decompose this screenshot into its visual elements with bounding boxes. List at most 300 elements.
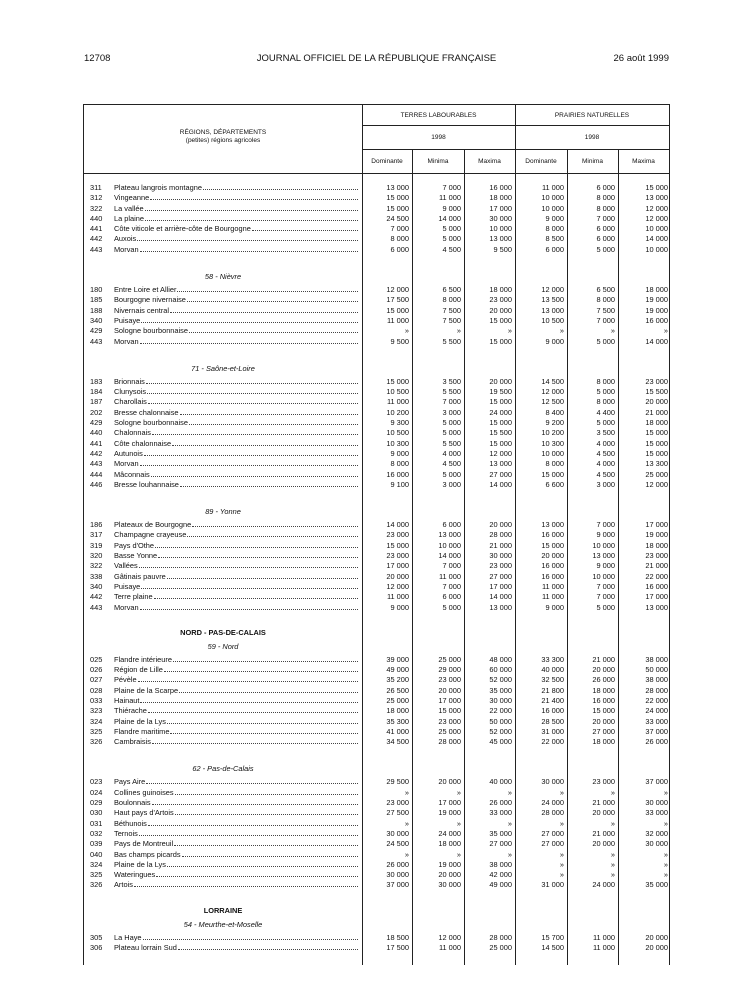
tl-minima-value: 11 000 — [438, 193, 461, 203]
pn-maxima-value: 20 000 — [645, 943, 668, 953]
region-title: LORRAINE — [203, 905, 243, 915]
region-name-cell — [114, 943, 362, 953]
tl-minima-value: 28 000 — [438, 737, 461, 747]
region-name-cell — [114, 470, 362, 480]
tl-dominante-value: 23 000 — [386, 530, 409, 540]
pn-minima-value: 20 000 — [592, 808, 615, 818]
region-code: 325 — [90, 870, 103, 880]
table-row — [84, 204, 669, 214]
region-name-cell — [114, 880, 362, 890]
table-row — [84, 655, 669, 665]
region-name: Morvan — [114, 244, 139, 254]
pn-maxima-value: 14 000 — [645, 336, 668, 346]
tl-dominante-value: 23 000 — [386, 551, 409, 561]
pn-minima-value: 10 000 — [592, 571, 615, 581]
region-code: 322 — [90, 203, 103, 213]
tl-minima-value: 5 000 — [442, 602, 461, 612]
pn-dominante-value: 6 600 — [545, 479, 564, 489]
tl-minima-value: 13 000 — [438, 530, 461, 540]
tl-maxima-value: 15 500 — [489, 428, 512, 438]
pn-maxima-value: 13 000 — [645, 602, 668, 612]
tl-maxima-value: 15 000 — [489, 336, 512, 346]
region-code: 340 — [90, 315, 103, 325]
leader-dots — [144, 449, 358, 456]
tl-maxima-value: 27 000 — [489, 571, 512, 581]
tl-maxima-value: 28 000 — [489, 932, 512, 942]
table-row — [84, 408, 669, 418]
tariff-table-frame — [83, 104, 670, 965]
leader-dots — [143, 933, 358, 940]
tl-minima-value: 10 000 — [438, 540, 461, 550]
pn-maxima-value: 20 000 — [645, 397, 668, 407]
pn-maxima-value: 10 000 — [645, 224, 668, 234]
tl-minima-value: 12 000 — [438, 932, 461, 942]
leader-dots — [175, 808, 358, 815]
pn-minima-value: 8 000 — [596, 376, 615, 386]
pn-minima-value: 9 000 — [596, 530, 615, 540]
pn-dominante-value: » — [559, 870, 564, 880]
pn-maxima-value: 20 000 — [645, 932, 668, 942]
region-name: Auxois — [114, 234, 137, 244]
region-name-cell — [114, 541, 362, 551]
region-name-cell — [114, 551, 362, 561]
pn-maxima-value: 37 000 — [645, 777, 668, 787]
leader-dots — [140, 696, 358, 703]
tl-dominante-value: 25 000 — [386, 695, 409, 705]
pn-dominante-value: 32 500 — [541, 675, 564, 685]
region-name-cell — [114, 316, 362, 326]
pn-maxima-value: 18 000 — [645, 540, 668, 550]
tl-dominante-value: » — [404, 818, 409, 828]
leader-dots — [146, 377, 358, 384]
tl-minima-value: 14 000 — [438, 213, 461, 223]
region-name: Gâtinais pauvre — [114, 571, 166, 581]
pn-minima-value: 20 000 — [592, 716, 615, 726]
region-name: La Haye — [114, 932, 142, 942]
region-code: 030 — [90, 808, 103, 818]
region-name: Champagne crayeuse — [114, 530, 187, 540]
region-name-cell — [114, 603, 362, 613]
tl-maxima-value: 30 000 — [489, 213, 512, 223]
pn-maxima-value: 19 000 — [645, 295, 668, 305]
leader-dots — [167, 717, 358, 724]
region-name-cell — [114, 798, 362, 808]
region-code: 184 — [90, 387, 103, 397]
region-code: 340 — [90, 581, 103, 591]
pn-minima-value: 5 000 — [596, 418, 615, 428]
region-code: 319 — [90, 540, 103, 550]
pn-dominante-value: 24 000 — [541, 798, 564, 808]
pn-minima-value: 7 000 — [596, 520, 615, 530]
tl-minima-value: » — [456, 787, 461, 797]
rule — [362, 149, 669, 150]
region-name-cell — [114, 727, 362, 737]
leader-dots — [140, 459, 358, 466]
region-name-cell — [114, 326, 362, 336]
tl-minima-value: 6 000 — [442, 520, 461, 530]
tl-minima-value: 11 000 — [438, 943, 461, 953]
region-name-cell — [114, 696, 362, 706]
region-code: 183 — [90, 376, 103, 386]
year-header-prairies: 1998 — [584, 134, 600, 141]
department-heading — [84, 761, 669, 777]
tl-maxima-value: 14 000 — [489, 592, 512, 602]
pn-minima-value: 15 000 — [592, 706, 615, 716]
pn-minima-value: 3 000 — [596, 479, 615, 489]
pn-dominante-value: 13 000 — [541, 520, 564, 530]
region-name: Terre plaine — [114, 592, 153, 602]
leader-dots — [137, 234, 358, 241]
leader-dots — [156, 870, 358, 877]
spacer-row — [84, 347, 669, 361]
pn-maxima-value: » — [663, 326, 668, 336]
pn-maxima-value: 38 000 — [645, 654, 668, 664]
tl-maxima-value: » — [507, 787, 512, 797]
table-row — [84, 819, 669, 829]
tl-minima-value: 17 000 — [438, 695, 461, 705]
pn-maxima-value: 15 000 — [645, 428, 668, 438]
region-code: 324 — [90, 859, 103, 869]
pn-dominante-value: 12 000 — [541, 285, 564, 295]
region-code: 442 — [90, 448, 103, 458]
department-heading — [84, 917, 669, 933]
pn-dominante-value: 20 000 — [541, 551, 564, 561]
table-row — [84, 377, 669, 387]
region-code: 202 — [90, 407, 103, 417]
tl-minima-value: 17 000 — [438, 798, 461, 808]
leader-dots — [146, 777, 358, 784]
region-name-cell — [114, 520, 362, 530]
table-row — [84, 551, 669, 561]
leader-dots — [178, 943, 358, 950]
region-name-cell — [114, 459, 362, 469]
tl-maxima-value: 40 000 — [489, 777, 512, 787]
region-name-cell — [114, 665, 362, 675]
sub-header: Dominante — [371, 158, 403, 165]
tl-minima-value: 3 000 — [442, 407, 461, 417]
leader-dots — [180, 408, 358, 415]
tl-maxima-value: 14 000 — [489, 479, 512, 489]
pn-maxima-value: 50 000 — [645, 665, 668, 675]
table-row — [84, 777, 669, 787]
tl-dominante-value: 9 300 — [390, 418, 409, 428]
region-name: La vallée — [114, 203, 144, 213]
region-code: 338 — [90, 571, 103, 581]
table-row — [84, 285, 669, 295]
pn-dominante-value: 8 000 — [545, 459, 564, 469]
region-name-cell — [114, 204, 362, 214]
pn-dominante-value: 27 000 — [541, 839, 564, 849]
leader-dots — [170, 306, 358, 313]
leader-dots — [158, 551, 358, 558]
tl-maxima-value: 18 000 — [489, 193, 512, 203]
tl-dominante-value: 8 000 — [390, 234, 409, 244]
tl-maxima-value: 15 000 — [489, 438, 512, 448]
tl-dominante-value: 35 300 — [386, 716, 409, 726]
tl-maxima-value: 16 000 — [489, 183, 512, 192]
table-row — [84, 860, 669, 870]
region-code: 429 — [90, 418, 103, 428]
pn-maxima-value: 25 000 — [645, 469, 668, 479]
pn-dominante-value: 30 000 — [541, 777, 564, 787]
region-code: 032 — [90, 828, 103, 838]
region-code: 326 — [90, 737, 103, 747]
leader-dots — [174, 839, 358, 846]
tl-dominante-value: 10 500 — [386, 428, 409, 438]
leader-dots — [189, 418, 358, 425]
tl-dominante-value: 24 500 — [386, 213, 409, 223]
pn-dominante-value: 15 000 — [541, 469, 564, 479]
tl-dominante-value: 6 000 — [390, 244, 409, 254]
tl-dominante-value: 17 500 — [386, 295, 409, 305]
region-name: Plaine de la Lys — [114, 859, 166, 869]
pn-dominante-value: 13 000 — [541, 305, 564, 315]
table-row — [84, 470, 669, 480]
pn-dominante-value: 40 000 — [541, 665, 564, 675]
tl-minima-value: 7 500 — [442, 305, 461, 315]
tl-dominante-value: 39 000 — [386, 654, 409, 664]
leader-dots — [145, 214, 358, 221]
tl-minima-value: 20 000 — [438, 870, 461, 880]
pn-dominante-value: » — [559, 818, 564, 828]
tl-maxima-value: 9 500 — [493, 244, 512, 254]
pn-maxima-value: 28 000 — [645, 685, 668, 695]
pn-minima-value: 9 000 — [596, 561, 615, 571]
sub-header: Dominante — [525, 158, 557, 165]
tl-minima-value: 5 000 — [442, 418, 461, 428]
pn-maxima-value: » — [663, 870, 668, 880]
tl-minima-value: 5 000 — [442, 428, 461, 438]
pn-maxima-value: 23 000 — [645, 376, 668, 386]
leader-dots — [155, 541, 358, 548]
region-name-cell — [114, 337, 362, 347]
region-name: Bresse louhannaise — [114, 479, 179, 489]
pn-dominante-value: 9 000 — [545, 336, 564, 346]
tl-maxima-value: 17 000 — [489, 203, 512, 213]
page-header — [84, 53, 669, 67]
tl-dominante-value: 15 000 — [386, 203, 409, 213]
table-row — [84, 592, 669, 602]
table-row — [84, 829, 669, 839]
leader-dots — [167, 860, 358, 867]
pn-dominante-value: 16 000 — [541, 530, 564, 540]
tl-minima-value: 24 000 — [438, 828, 461, 838]
region-code: 446 — [90, 479, 103, 489]
tl-dominante-value: 18 000 — [386, 706, 409, 716]
region-code: 441 — [90, 438, 103, 448]
pn-dominante-value: 10 000 — [541, 193, 564, 203]
year-header-terres: 1998 — [431, 134, 446, 141]
table-row — [84, 870, 669, 880]
leader-dots — [179, 686, 358, 693]
leader-dots — [148, 397, 358, 404]
leader-dots — [189, 326, 358, 333]
region-name-cell — [114, 870, 362, 880]
region-name-cell — [114, 377, 362, 387]
leader-dots — [140, 245, 358, 252]
tl-maxima-value: 20 000 — [489, 520, 512, 530]
region-name: Pays d'Othe — [114, 540, 155, 550]
pn-dominante-value: 15 700 — [541, 932, 564, 942]
region-heading — [84, 905, 669, 917]
tl-maxima-value: 30 000 — [489, 551, 512, 561]
tl-dominante-value: 34 500 — [386, 737, 409, 747]
pn-maxima-value: 18 000 — [645, 418, 668, 428]
pn-minima-value: 11 000 — [592, 932, 615, 942]
pn-maxima-value: 17 000 — [645, 520, 668, 530]
region-name-cell — [114, 418, 362, 428]
leader-dots — [252, 224, 358, 231]
region-code: 039 — [90, 839, 103, 849]
pn-maxima-value: 35 000 — [645, 880, 668, 890]
leader-dots — [148, 706, 358, 713]
region-name: Basse Yonne — [114, 551, 158, 561]
region-name: Vingeanne — [114, 193, 150, 203]
sub-header: Minima — [427, 158, 449, 165]
tl-maxima-value: 38 000 — [489, 859, 512, 869]
pn-maxima-value: 15 000 — [645, 438, 668, 448]
region-code: 028 — [90, 685, 103, 695]
tl-dominante-value: 11 000 — [386, 592, 409, 602]
region-code: 440 — [90, 213, 103, 223]
leader-dots — [192, 520, 358, 527]
tl-maxima-value: 26 000 — [489, 798, 512, 808]
region-name: Pévèle — [114, 675, 137, 685]
pn-minima-value: 6 500 — [596, 285, 615, 295]
leader-dots — [145, 204, 358, 211]
region-name-cell — [114, 788, 362, 798]
table-row — [84, 183, 669, 193]
region-code: 322 — [90, 561, 103, 571]
tl-minima-value: 6 500 — [442, 285, 461, 295]
region-name: Artois — [114, 880, 133, 890]
region-code: 305 — [90, 932, 103, 942]
table-row — [84, 696, 669, 706]
page-number: 12708 — [84, 53, 111, 64]
pn-minima-value: 5 000 — [596, 244, 615, 254]
tl-maxima-value: » — [507, 818, 512, 828]
table-row — [84, 306, 669, 316]
tl-dominante-value: 7 000 — [390, 224, 409, 234]
pn-minima-value: 8 000 — [596, 203, 615, 213]
pn-maxima-value: » — [663, 787, 668, 797]
tl-dominante-value: 23 000 — [386, 798, 409, 808]
tl-maxima-value: 15 000 — [489, 397, 512, 407]
table-row — [84, 561, 669, 571]
tl-maxima-value: 20 000 — [489, 305, 512, 315]
region-name-cell — [114, 285, 362, 295]
tl-minima-value: 9 000 — [442, 203, 461, 213]
pn-minima-value: 27 000 — [592, 726, 615, 736]
table-row — [84, 193, 669, 203]
region-name-cell — [114, 295, 362, 305]
region-heading — [84, 627, 669, 639]
tl-minima-value: 7 500 — [442, 315, 461, 325]
tl-dominante-value: 24 500 — [386, 839, 409, 849]
region-code: 029 — [90, 798, 103, 808]
tl-maxima-value: 13 000 — [489, 234, 512, 244]
table-row — [84, 880, 669, 890]
tl-dominante-value: 12 000 — [386, 285, 409, 295]
region-name: Puisaye — [114, 315, 141, 325]
pn-minima-value: » — [610, 849, 615, 859]
region-code: 024 — [90, 787, 103, 797]
leader-dots — [151, 470, 358, 477]
region-code: 325 — [90, 726, 103, 736]
region-code: 023 — [90, 777, 103, 787]
department-heading — [84, 504, 669, 520]
table-row — [84, 839, 669, 849]
table-row — [84, 798, 669, 808]
tl-dominante-value: 9 500 — [390, 336, 409, 346]
table-row — [84, 727, 669, 737]
pn-dominante-value: 28 000 — [541, 808, 564, 818]
table-row — [84, 245, 669, 255]
pn-dominante-value: » — [559, 787, 564, 797]
tl-maxima-value: 49 000 — [489, 880, 512, 890]
pn-dominante-value: 21 400 — [541, 695, 564, 705]
tl-dominante-value: 15 000 — [386, 376, 409, 386]
tl-maxima-value: 35 000 — [489, 685, 512, 695]
region-name: Vallées — [114, 561, 138, 571]
pn-dominante-value: » — [559, 849, 564, 859]
region-name: Boulonnais — [114, 798, 151, 808]
table-row — [84, 808, 669, 818]
pn-minima-value: 13 000 — [592, 551, 615, 561]
pn-dominante-value: 28 500 — [541, 716, 564, 726]
region-name-cell — [114, 819, 362, 829]
leader-dots — [152, 428, 358, 435]
region-name: Plaine de la Scarpe — [114, 685, 179, 695]
tl-maxima-value: 25 000 — [489, 943, 512, 953]
pn-dominante-value: 10 000 — [541, 448, 564, 458]
region-code: 188 — [90, 305, 103, 315]
leader-dots — [170, 727, 358, 734]
tl-dominante-value: 12 000 — [386, 581, 409, 591]
region-name: Côte chalonnaise — [114, 438, 172, 448]
pn-dominante-value: 12 000 — [541, 387, 564, 397]
pn-maxima-value: 23 000 — [645, 551, 668, 561]
region-name: Charollais — [114, 397, 147, 407]
pn-minima-value: 4 500 — [596, 469, 615, 479]
pn-maxima-value: 33 000 — [645, 808, 668, 818]
leader-dots — [203, 183, 358, 190]
region-name: Sologne bourbonnaise — [114, 326, 188, 336]
pn-maxima-value: 13 000 — [645, 193, 668, 203]
tl-dominante-value: 17 500 — [386, 943, 409, 953]
region-code: 443 — [90, 244, 103, 254]
tl-maxima-value: » — [507, 849, 512, 859]
leader-dots — [141, 582, 358, 589]
tl-dominante-value: 10 500 — [386, 387, 409, 397]
pn-dominante-value: » — [559, 859, 564, 869]
tl-minima-value: 25 000 — [438, 654, 461, 664]
tl-dominante-value: 8 000 — [390, 459, 409, 469]
table-row — [84, 933, 669, 943]
region-name-cell — [114, 933, 362, 943]
region-name-cell — [114, 686, 362, 696]
tl-minima-value: 3 500 — [442, 376, 461, 386]
table-row — [84, 224, 669, 234]
table-row — [84, 428, 669, 438]
tl-minima-value: 4 500 — [442, 244, 461, 254]
tl-minima-value: 25 000 — [438, 726, 461, 736]
region-name-cell — [114, 717, 362, 727]
region-name-cell — [114, 655, 362, 665]
region-name: Sologne bourbonnaise — [114, 418, 188, 428]
tl-dominante-value: 26 000 — [386, 859, 409, 869]
pn-maxima-value: 16 000 — [645, 581, 668, 591]
